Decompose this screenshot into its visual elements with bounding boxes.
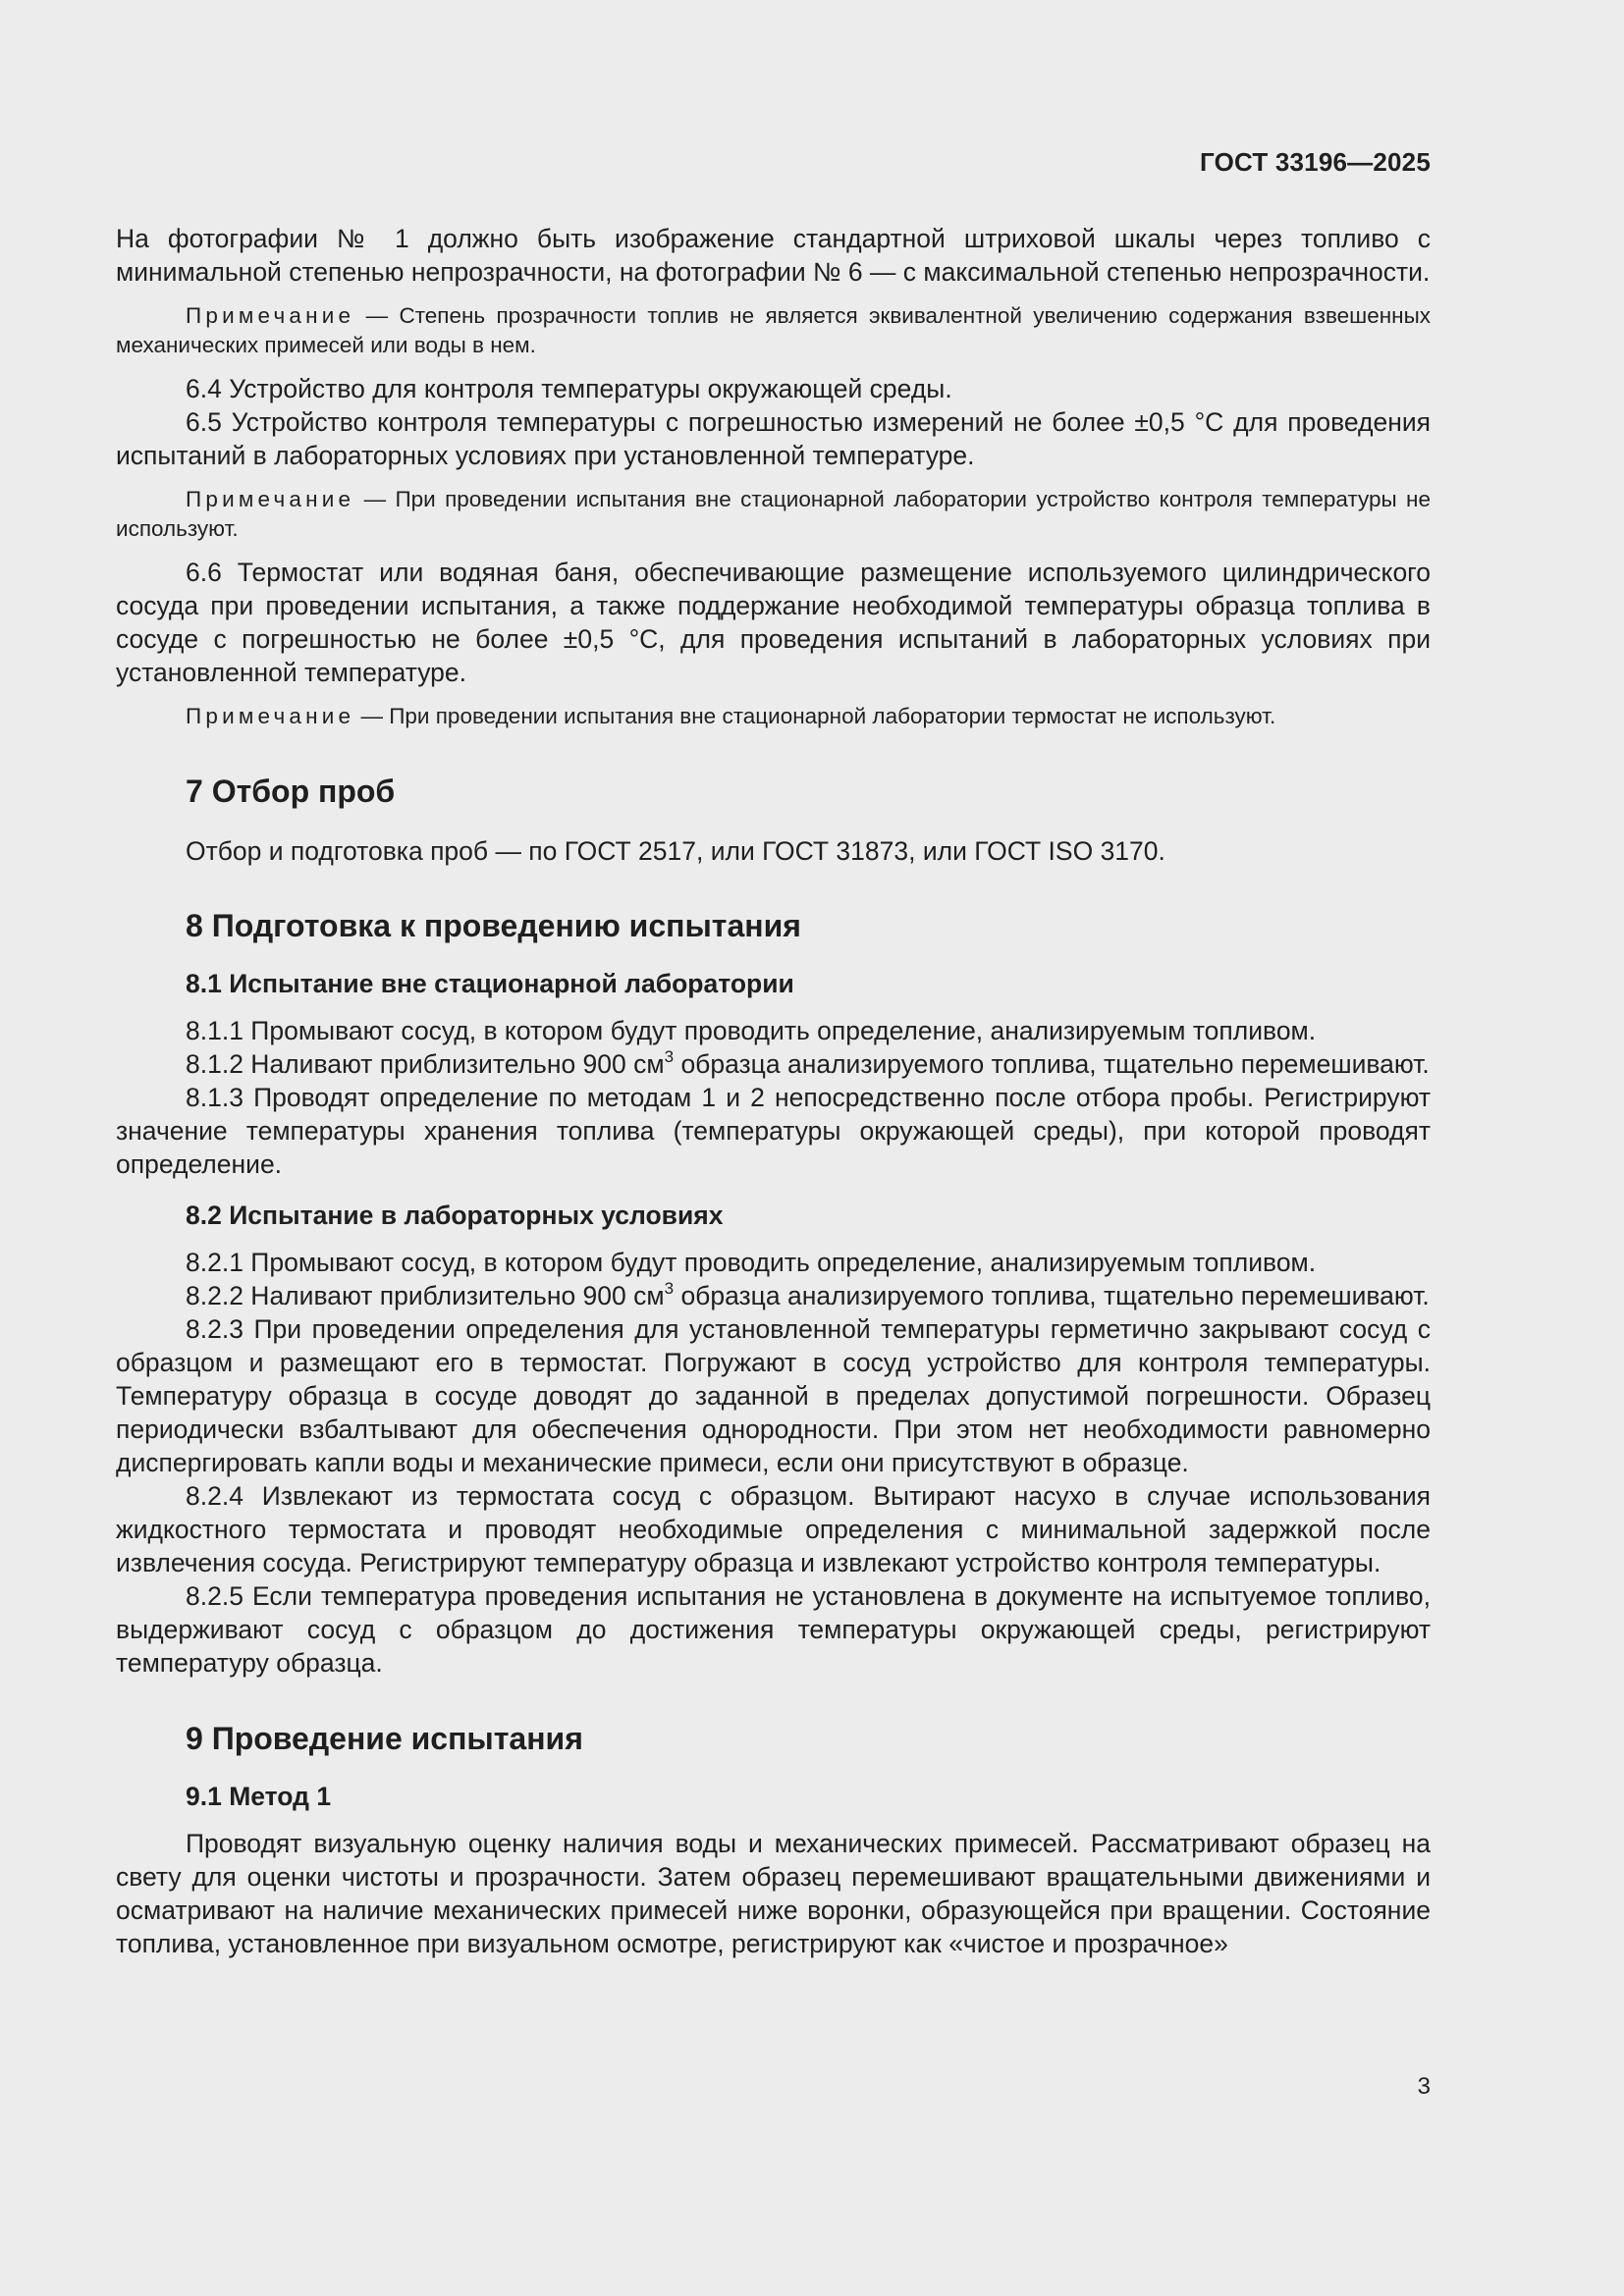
section-9-1-heading: 9.1 Метод 1 bbox=[186, 1781, 332, 1811]
paragraph-8-2-2 bbox=[116, 1279, 1431, 1312]
superscript: 3 bbox=[664, 1046, 675, 1066]
paragraph-9-1: Проводят визуальную оценку наличия воды и механических примесей. Рассматривают образец на свету для оценки чистоты и прозрачности. Затем образец перемешивают вращательными движениями и осматривают на наличие механических примесей ниже воронки, образующейся при вращении. Состояние топлива, установленное при визуальном осмотре, регистрируют как «чистое и прозрачное» bbox=[116, 1828, 1431, 1958]
section-8-heading: 8 Подготовка к проведению испытания bbox=[186, 907, 801, 943]
paragraph-8-2-2-text: 8.2.2 Наливают приблизительно 900 см bbox=[186, 1280, 665, 1310]
paragraph-8-1-2-text-end: образца анализируемого топлива, тщательно перемешивают. bbox=[674, 1048, 1430, 1079]
note-text: — При проведении испытания вне стационарной лаборатории термостат не используют. bbox=[354, 704, 1276, 728]
document-page bbox=[116, 0, 1431, 2296]
paragraph-intro: На фотографии № 1 должно быть изображение стандартной штриховой шкалы через топливо с минимальной степенью непрозрачности, на фотографии № 6 — с максимальной степенью непрозрачности. bbox=[116, 224, 1431, 287]
paragraph-8-2-5: 8.2.5 Если температура проведения испытания не установлена в документе на испытуемое топливо, выдерживают сосуд с образцом до достижения температуры окружающей среды, регистрируют температуру образца. bbox=[116, 1580, 1431, 1678]
note-3 bbox=[116, 702, 1431, 731]
note-1 bbox=[116, 301, 1431, 359]
section-8-1-heading: 8.1 Испытание вне стационарной лаборатории bbox=[186, 968, 794, 998]
paragraph-7: Отбор и подготовка проб — по ГОСТ 2517, или ГОСТ 31873, или ГОСТ ISO 3170. bbox=[186, 835, 1165, 866]
note-label: Примечание bbox=[186, 303, 355, 328]
section-7-heading: 7 Отбор проб bbox=[186, 773, 396, 809]
note-text: — Степень прозрачности топлив не является эквивалентной увеличению содержания взвешенных механических примесей или воды в нем. bbox=[116, 303, 1431, 357]
note-text: — При проведении испытания вне стационарной лаборатории устройство контроля температуры не используют. bbox=[116, 487, 1431, 541]
paragraph-8-1-2-text: 8.1.2 Наливают приблизительно 900 см bbox=[186, 1048, 665, 1079]
paragraph-8-2-3: 8.2.3 При проведении определения для установленной температуры герметично закрывают сосуд с образцом и размещают его в термостат. Погружают в сосуд устройство для контроля температуры. Температуру образца в сосуде доводят до заданной в пределах допустимой погрешности. Образец периодически взбалтывают для обеспечения однородности. При этом нет необходимости равномерно диспергировать капли воды и механические примеси, если они присутствуют в образце. bbox=[116, 1313, 1431, 1477]
section-8-2-heading: 8.2 Испытание в лабораторных условиях bbox=[186, 1200, 724, 1230]
paragraph-6-5: 6.5 Устройство контроля температуры с погрешностью измерений не более ±0,5 °С для проведения испытаний в лабораторных условиях при установленной температуре. bbox=[116, 407, 1431, 470]
paragraph-6-4: 6.4 Устройство для контроля температуры окружающей среды. bbox=[186, 374, 952, 403]
superscript: 3 bbox=[664, 1278, 675, 1298]
document-header: ГОСТ 33196—2025 bbox=[1200, 147, 1431, 177]
page-number: 3 bbox=[1417, 2073, 1431, 2100]
paragraph-8-1-1: 8.1.1 Промывают сосуд, в котором будут проводить определение, анализируемым топливом. bbox=[186, 1015, 1317, 1045]
paragraph-8-2-4: 8.2.4 Извлекают из термостата сосуд с образцом. Вытирают насухо в случае использования жидкостного термостата и проводят необходимые определения с минимальной задержкой после извлечения сосуда. Регистрируют температуру образца и извлекают устройство контроля температуры. bbox=[116, 1480, 1431, 1577]
paragraph-8-2-1: 8.2.1 Промывают сосуд, в котором будут проводить определение, анализируемым топливом. bbox=[186, 1247, 1317, 1277]
paragraph-8-1-2 bbox=[116, 1047, 1431, 1081]
note-label: Примечание bbox=[186, 487, 355, 511]
document-body bbox=[116, 222, 1431, 1960]
paragraph-8-1-3: 8.1.3 Проводят определение по методам 1 и 2 непосредственно после отбора пробы. Регистрируют значение температуры хранения топлива (температуры окружающей среды), при которой проводят определение. bbox=[116, 1082, 1431, 1179]
note-label: Примечание bbox=[186, 704, 355, 728]
section-9-heading: 9 Проведение испытания bbox=[186, 1720, 583, 1756]
note-2 bbox=[116, 485, 1431, 543]
paragraph-8-2-2-text-end: образца анализируемого топлива, тщательно перемешивают. bbox=[674, 1280, 1430, 1310]
paragraph-6-6: 6.6 Термостат или водяная баня, обеспечивающие размещение используемого цилиндрического сосуда при проведении испытания, а также поддержание необходимой температуры образца топлива в сосуде с погрешностью не более ±0,5 °С, для проведения испытаний в лабораторных условиях при установленной температуре. bbox=[116, 558, 1431, 687]
